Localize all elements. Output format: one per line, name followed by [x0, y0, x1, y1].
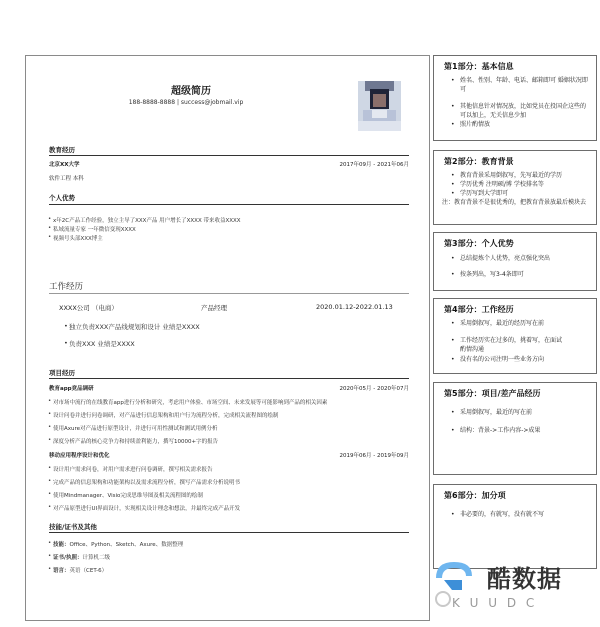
skill-value: Office、Python、Sketch、Axure、数据整理 — [69, 542, 184, 548]
section-title-projects: 项目经历 — [49, 369, 75, 377]
resume-page — [25, 55, 430, 621]
panel-title: 第1部分：基本信息 — [444, 62, 514, 71]
project-dates: 2019年06月 - 2019年09月 — [339, 453, 409, 459]
watermark-ring-icon — [435, 591, 451, 607]
divider — [49, 532, 409, 533]
panel-bullet: • 总结提炼个人优势，亮点强化突出 — [460, 255, 595, 264]
panel-title: 第5部分：项目/差产品经历 — [444, 389, 541, 398]
skill-item — [53, 566, 107, 574]
work-role: 产品经理 — [201, 304, 227, 312]
annotation-panel-5 — [433, 382, 597, 475]
work-item: • 独立负责XXX产品线规划和设计 业绩是XXXX — [69, 322, 200, 331]
work-dates: 2020.01.12-2022.01.13 — [316, 303, 393, 311]
skill-label: 语言： — [53, 568, 70, 574]
project-item: • 深度分析产品的核心竞争力和持续盈利能力，撰写10000+字的报告 — [53, 437, 218, 445]
skill-label: 技能： — [53, 542, 70, 548]
project-row — [49, 384, 409, 392]
project-item: • 使用Axure对产品进行原型设计，并进行可用性测试和测试用例分析 — [53, 424, 218, 432]
project-item: • 完成产品的信息架构和功能架构以及需求流程分析，撰写产品需求分析说明书 — [53, 478, 240, 486]
panel-title: 第3部分：个人优势 — [444, 239, 514, 248]
section-title-education: 教育经历 — [49, 146, 75, 154]
panel-bullet: • 姓名、性别、年龄、电话、邮箱即可 婚姻状况即可 — [460, 77, 590, 94]
work-item: • 负责XXX 业绩是XXXX — [69, 339, 135, 348]
panel-bullet: • 按条列出，写3-4条即可 — [460, 271, 595, 280]
panel-bullet: • 没有名的公司注明一些业务方向 — [460, 356, 590, 365]
skill-item — [53, 553, 110, 561]
section-title-work: 工作经历 — [49, 282, 84, 292]
divider — [49, 293, 409, 294]
project-name: 移动应用程序设计和优化 — [49, 453, 110, 459]
section-title-skills: 技能/证书及其他 — [49, 523, 97, 531]
profile-photo — [358, 81, 401, 131]
watermark-name: 酷数据 — [487, 565, 562, 593]
strength-item: • 私域流量专家 一年微信变现XXXX — [53, 225, 136, 233]
project-item: • 设计用户需求问卷，对用户需求进行问卷调研，撰写相关需求报告 — [53, 465, 213, 473]
section-title-strengths: 个人优势 — [49, 194, 75, 202]
divider — [49, 204, 409, 205]
project-dates: 2020年05月 - 2020年07月 — [339, 386, 409, 392]
strength-item: • x年2C产品工作经验，独立主导了XXX产品 用户增长了XXXX 带来收益XXXX — [53, 216, 241, 224]
panel-bullet: • 采用倒叙写，最近的写在前 — [460, 409, 590, 418]
project-name: 教育app竞品调研 — [49, 386, 94, 392]
watermark — [430, 555, 600, 625]
panel-title: 第2部分：教育背景 — [444, 157, 514, 166]
skill-value: 英语（CET-6） — [69, 568, 108, 574]
education-dates: 2017年09月 - 2021年06月 — [339, 162, 409, 168]
work-company: XXXX公司 （电商） — [59, 304, 118, 312]
skill-value: 计算机二级 — [82, 555, 111, 561]
divider — [49, 378, 409, 379]
resume-name: 超级简历 — [171, 86, 211, 97]
annotation-panel-2 — [433, 150, 597, 225]
panel-bullet: • 学历写到大学即可 — [460, 190, 595, 199]
project-item: • 对市场中流行的在线教育app进行分析和研究，考虑用户体验、市场空间、未来发展等可能影响到产品的相关因素 — [53, 398, 327, 406]
panel-bullet: • 采用倒叙写，最近的经历写在前 — [460, 320, 590, 329]
strength-item: • 视频号头部XXX博主 — [53, 234, 103, 242]
panel-bullet: • 其他信息针对情况放，比如党员在投国企这些的可以加上，无关信息少加 — [460, 103, 590, 120]
resume-contact: 188-8888-8888 | success@jobmail.vip — [128, 99, 244, 106]
skill-label: 证书/执照： — [53, 555, 83, 561]
panel-bullet: • 非必要的，有就写，没有就不写 — [460, 511, 590, 520]
education-row — [49, 160, 409, 168]
panel-bullet: • 工作经历实在过多的，挑着写，在面试酌情沟通 — [460, 337, 566, 354]
panel-bullet: • 教育背景采用倒叙写，先写最近的学历 — [460, 172, 595, 181]
annotation-panel-4 — [433, 298, 597, 374]
project-item: • 设计问卷并进行问卷调研，对产品进行信息架构和用户行为流程分析，完成相关流程图的绘制 — [53, 411, 279, 419]
panel-title: 第4部分：工作经历 — [444, 305, 514, 314]
project-item: • 对产品原型进行UI界面设计，实现相关设计理念和想法，并最终完成产品开发 — [53, 504, 240, 512]
divider — [49, 155, 409, 156]
panel-bullet: • 照片酌情放 — [460, 121, 590, 130]
project-item: • 使用Mindmanager、Visio完成思维导图及相关流程图的绘制 — [53, 491, 203, 499]
panel-bullet: • 结构：背景->工作内容->成果 — [460, 427, 590, 436]
panel-note: 注：教育背景不是很优秀的，把教育背景放最后模块去 — [442, 199, 587, 206]
watermark-logo-icon — [432, 558, 484, 594]
panel-title: 第6部分：加分项 — [444, 491, 506, 500]
annotation-panel-3 — [433, 232, 597, 291]
panel-bullet: • 学历优秀 注明硕/博 学校排名等 — [460, 181, 595, 190]
annotation-panel-1 — [433, 55, 597, 141]
school-name: 北京XX大学 — [49, 162, 80, 168]
education-major: 软件工程 本科 — [49, 176, 84, 182]
skill-item — [53, 540, 183, 548]
watermark-sub: K U U D C — [452, 596, 538, 610]
project-row — [49, 451, 409, 459]
